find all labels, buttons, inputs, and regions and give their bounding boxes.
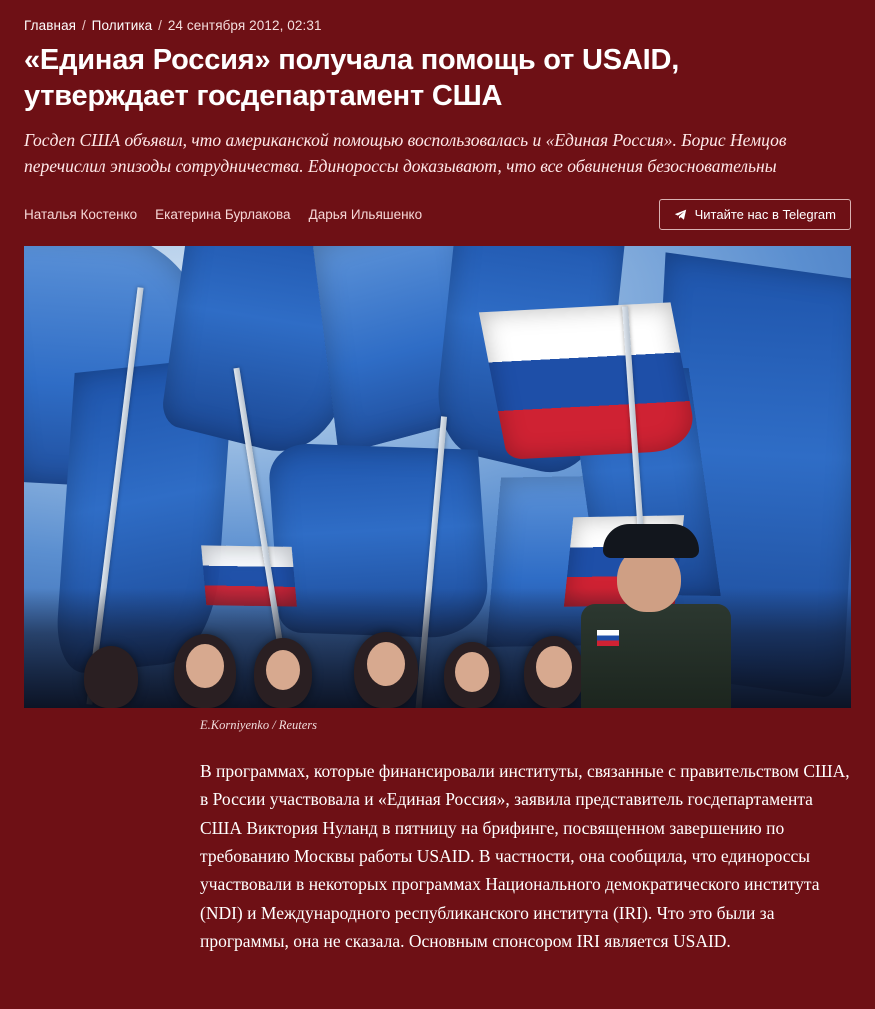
article-lead: Госдеп США объявил, что американской помощью воспользовалась и «Единая Россия». Борис Немцов перечислил эпизоды сотрудничества. Единороссы доказывают, что все обвинения безосновательны — [24, 130, 787, 176]
breadcrumb-separator-1: / — [81, 18, 86, 33]
authors-row — [24, 199, 851, 230]
article-figure — [24, 246, 851, 733]
breadcrumb-home[interactable]: Главная — [24, 18, 77, 33]
breadcrumb — [24, 18, 851, 33]
author-name[interactable]: Екатерина Бурлакова — [155, 207, 291, 223]
telegram-button-label: Читайте нас в Telegram — [694, 207, 836, 223]
photo-credit: E.Korniyenko / Reuters — [200, 718, 317, 733]
telegram-subscribe-button[interactable] — [659, 199, 851, 230]
author-name[interactable]: Дарья Ильяшенко — [308, 207, 423, 223]
publish-date: 24 сентября 2012, 02:31 — [167, 18, 322, 33]
authors-list — [24, 207, 422, 222]
breadcrumb-section[interactable]: Политика — [91, 18, 153, 33]
telegram-icon — [674, 208, 687, 221]
article-body-paragraph: В программах, которые финансировали институты, связанные с правительством США, в России участвовала и «Единая Россия», заявила представитель госдепартамента США Виктория Нуланд в пятницу на брифинге, посвященном завершению по требованию Москвы работы USAID. В частности, она сообщила, что единороссы участвовали в некоторых программах Национального демократического института (NDI) и Международного республиканского института (IRI). Что это были за программы, она не сказала. Основным спонсором IRI является USAID. — [200, 761, 850, 952]
article-photo — [24, 246, 851, 708]
author-name[interactable]: Наталья Костенко — [24, 207, 138, 223]
page-title: «Единая Россия» получала помощь от USAID, утверждает госдепартамент США — [24, 44, 680, 112]
breadcrumb-separator-2: / — [158, 18, 162, 33]
photo-officer — [581, 518, 731, 708]
